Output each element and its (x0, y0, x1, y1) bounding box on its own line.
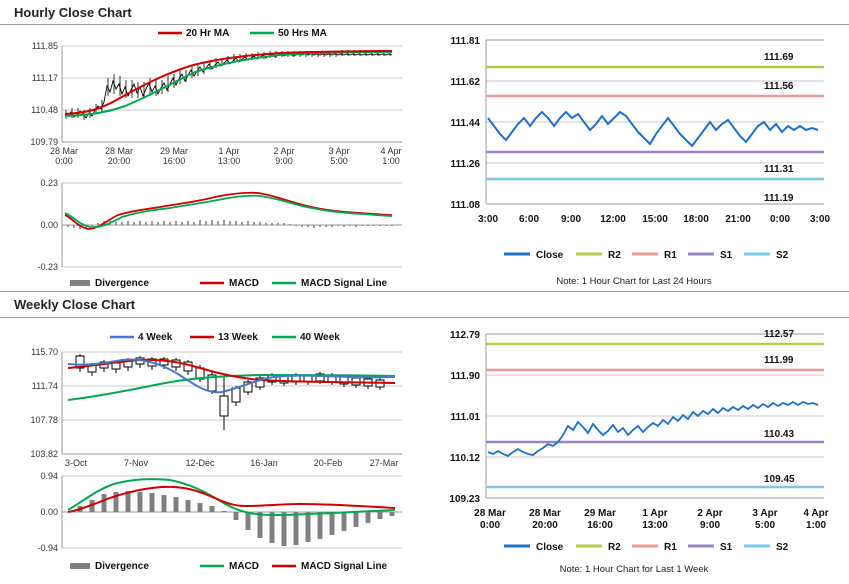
svg-text:15:00: 15:00 (642, 214, 668, 225)
svg-text:3 Apr: 3 Apr (752, 508, 778, 519)
hourly-macd-grid (62, 183, 402, 267)
hourly-close-line (488, 112, 818, 146)
legend-label-s1: S1 (720, 250, 733, 261)
svg-text:112.79: 112.79 (449, 330, 480, 341)
legend-label-r2-weekly: R2 (608, 542, 621, 553)
hourly-level-s1-label: 111.31 (764, 164, 794, 175)
svg-text:6:00: 6:00 (518, 214, 540, 225)
svg-text:1:00: 1:00 (382, 156, 400, 166)
legend-label-macd-weekly: MACD (229, 561, 259, 572)
svg-text:103.82: 103.82 (30, 449, 58, 459)
svg-text:111.26: 111.26 (450, 159, 480, 170)
svg-text:28 Mar: 28 Mar (104, 146, 134, 156)
svg-text:110.12: 110.12 (449, 453, 480, 464)
legend-label-r1: R1 (664, 250, 677, 261)
svg-text:0.94: 0.94 (40, 471, 58, 481)
weekly-macd-yticks (37, 471, 58, 553)
weekly-section-divider (0, 317, 849, 318)
svg-text:0:00: 0:00 (479, 520, 501, 531)
hourly-price-svg (10, 26, 420, 176)
legend-label-20hr-ma: 20 Hr MA (186, 28, 230, 39)
svg-text:12:00: 12:00 (600, 214, 626, 225)
svg-text:111.90: 111.90 (450, 371, 480, 382)
weekly-level-r2-label: 112.57 (764, 329, 795, 340)
svg-text:27-Mar: 27-Mar (369, 458, 399, 468)
weekly-levels-yticks (449, 330, 480, 505)
hourly-section-title: Hourly Close Chart (14, 5, 132, 20)
weekly-levels-xticks (474, 508, 829, 531)
weekly-macd-svg (10, 462, 420, 582)
weekly-price-legend (110, 332, 340, 343)
hourly-macd-svg (10, 165, 420, 290)
hourly-levels-legend (504, 250, 789, 261)
legend-label-s1-weekly: S1 (720, 542, 733, 553)
svg-text:16-Jan: 16-Jan (250, 458, 278, 468)
weekly-levels-chart (424, 320, 844, 582)
svg-text:110.48: 110.48 (31, 105, 58, 115)
svg-text:9:00: 9:00 (699, 520, 721, 531)
legend-label-macd-signal: MACD Signal Line (301, 278, 388, 289)
legend-swatch-divergence-weekly (70, 563, 90, 569)
svg-text:16:00: 16:00 (587, 520, 613, 531)
svg-text:111.01: 111.01 (450, 412, 480, 423)
hourly-macd-legend (70, 278, 388, 289)
svg-text:0.00: 0.00 (40, 507, 58, 517)
svg-text:20-Feb: 20-Feb (313, 458, 343, 468)
weekly-divergence-bars (80, 491, 392, 546)
legend-label-macd-signal-weekly: MACD Signal Line (301, 561, 388, 572)
weekly-levels-legend (504, 542, 789, 553)
weekly-level-s1-label: 110.43 (764, 429, 795, 440)
svg-text:20:00: 20:00 (107, 156, 131, 166)
svg-text:28 Mar: 28 Mar (49, 146, 79, 156)
hourly-level-r1-label: 111.56 (764, 81, 794, 92)
svg-text:109.23: 109.23 (449, 494, 480, 505)
svg-text:111.62: 111.62 (450, 77, 480, 88)
svg-text:111.44: 111.44 (450, 118, 480, 129)
svg-text:3:00: 3:00 (809, 214, 831, 225)
weekly-price-svg (10, 320, 420, 470)
legend-label-r2: R2 (608, 250, 621, 261)
hourly-price-yticks (30, 41, 58, 147)
weekly-section-divider-top (0, 291, 849, 292)
legend-label-divergence-weekly: Divergence (95, 561, 149, 572)
svg-text:3:00: 3:00 (477, 214, 499, 225)
legend-label-4week: 4 Week (138, 332, 173, 343)
weekly-levels-note: Note: 1 Hour Chart for Last 1 Week (559, 564, 709, 575)
hourly-levels-yticks (451, 36, 481, 211)
svg-text:0.00: 0.00 (40, 220, 58, 230)
svg-text:0:00: 0:00 (769, 214, 791, 225)
legend-label-s2: S2 (776, 250, 789, 261)
weekly-level-r1-label: 111.99 (764, 355, 794, 366)
svg-text:109.79: 109.79 (30, 137, 58, 147)
legend-label-r1-weekly: R1 (664, 542, 677, 553)
weekly-price-chart (10, 320, 420, 470)
svg-text:29 Mar: 29 Mar (584, 508, 616, 519)
weekly-macd-legend (70, 561, 388, 572)
legend-label-13week: 13 Week (218, 332, 258, 343)
svg-text:5:00: 5:00 (754, 520, 776, 531)
svg-text:3 Apr: 3 Apr (328, 146, 350, 156)
svg-text:7-Nov: 7-Nov (123, 458, 149, 468)
svg-text:0.23: 0.23 (40, 178, 58, 188)
svg-text:16:00: 16:00 (162, 156, 186, 166)
svg-text:111.17: 111.17 (31, 73, 58, 83)
hourly-level-r2-label: 111.69 (764, 52, 794, 63)
legend-label-s2-weekly: S2 (776, 542, 789, 553)
hourly-price-grid (62, 46, 402, 142)
hourly-macd-yticks (37, 178, 58, 272)
legend-label-close-weekly: Close (536, 542, 564, 553)
hourly-price-xticks (50, 146, 402, 166)
hourly-price-legend (158, 28, 327, 39)
svg-text:9:00: 9:00 (275, 156, 293, 166)
svg-text:28 Mar: 28 Mar (474, 508, 506, 519)
legend-label-divergence: Divergence (95, 278, 149, 289)
hourly-section-divider (0, 24, 849, 25)
svg-text:111.81: 111.81 (450, 36, 480, 47)
hourly-levels-svg (424, 26, 844, 291)
svg-text:0:00: 0:00 (55, 156, 73, 166)
svg-text:2 Apr: 2 Apr (697, 508, 723, 519)
svg-text:9:00: 9:00 (560, 214, 582, 225)
svg-text:13:00: 13:00 (642, 520, 668, 531)
weekly-price-yticks (30, 347, 58, 459)
legend-label-macd: MACD (229, 278, 259, 289)
svg-text:28 Mar: 28 Mar (529, 508, 561, 519)
legend-label-close: Close (536, 250, 564, 261)
svg-text:1:00: 1:00 (805, 520, 827, 531)
svg-text:1 Apr: 1 Apr (218, 146, 240, 156)
legend-label-40week: 40 Week (300, 332, 340, 343)
legend-swatch-divergence (70, 280, 90, 286)
svg-text:111.74: 111.74 (31, 381, 58, 391)
hourly-level-s2-label: 111.19 (764, 193, 794, 204)
svg-text:12-Dec: 12-Dec (185, 458, 215, 468)
svg-text:4 Apr: 4 Apr (380, 146, 402, 156)
weekly-level-s2-label: 109.45 (764, 474, 795, 485)
svg-text:115.70: 115.70 (31, 347, 58, 357)
svg-text:107.78: 107.78 (30, 415, 58, 425)
hourly-levels-xticks (478, 214, 830, 225)
svg-text:2 Apr: 2 Apr (273, 146, 295, 156)
legend-label-50hr-ma: 50 Hrs MA (278, 28, 327, 39)
hourly-levels-note: Note: 1 Hour Chart for Last 24 Hours (556, 276, 712, 287)
svg-text:111.08: 111.08 (450, 200, 480, 211)
svg-text:5:00: 5:00 (330, 156, 348, 166)
svg-text:29 Mar: 29 Mar (159, 146, 189, 156)
svg-text:-0.23: -0.23 (37, 262, 58, 272)
svg-text:1 Apr: 1 Apr (642, 508, 668, 519)
svg-text:20:00: 20:00 (532, 520, 558, 531)
hourly-levels-chart (424, 26, 844, 291)
weekly-section-title: Weekly Close Chart (14, 297, 136, 312)
svg-text:3-Oct: 3-Oct (64, 458, 88, 468)
weekly-macd-chart (10, 462, 420, 582)
svg-text:-0.94: -0.94 (37, 543, 58, 553)
svg-text:13:00: 13:00 (217, 156, 241, 166)
weekly-levels-svg (424, 320, 844, 582)
svg-text:4 Apr: 4 Apr (803, 508, 829, 519)
hourly-macd-chart (10, 165, 420, 290)
svg-text:111.85: 111.85 (31, 41, 58, 51)
hourly-price-chart (10, 26, 420, 176)
svg-text:21:00: 21:00 (725, 214, 751, 225)
svg-text:18:00: 18:00 (683, 214, 709, 225)
